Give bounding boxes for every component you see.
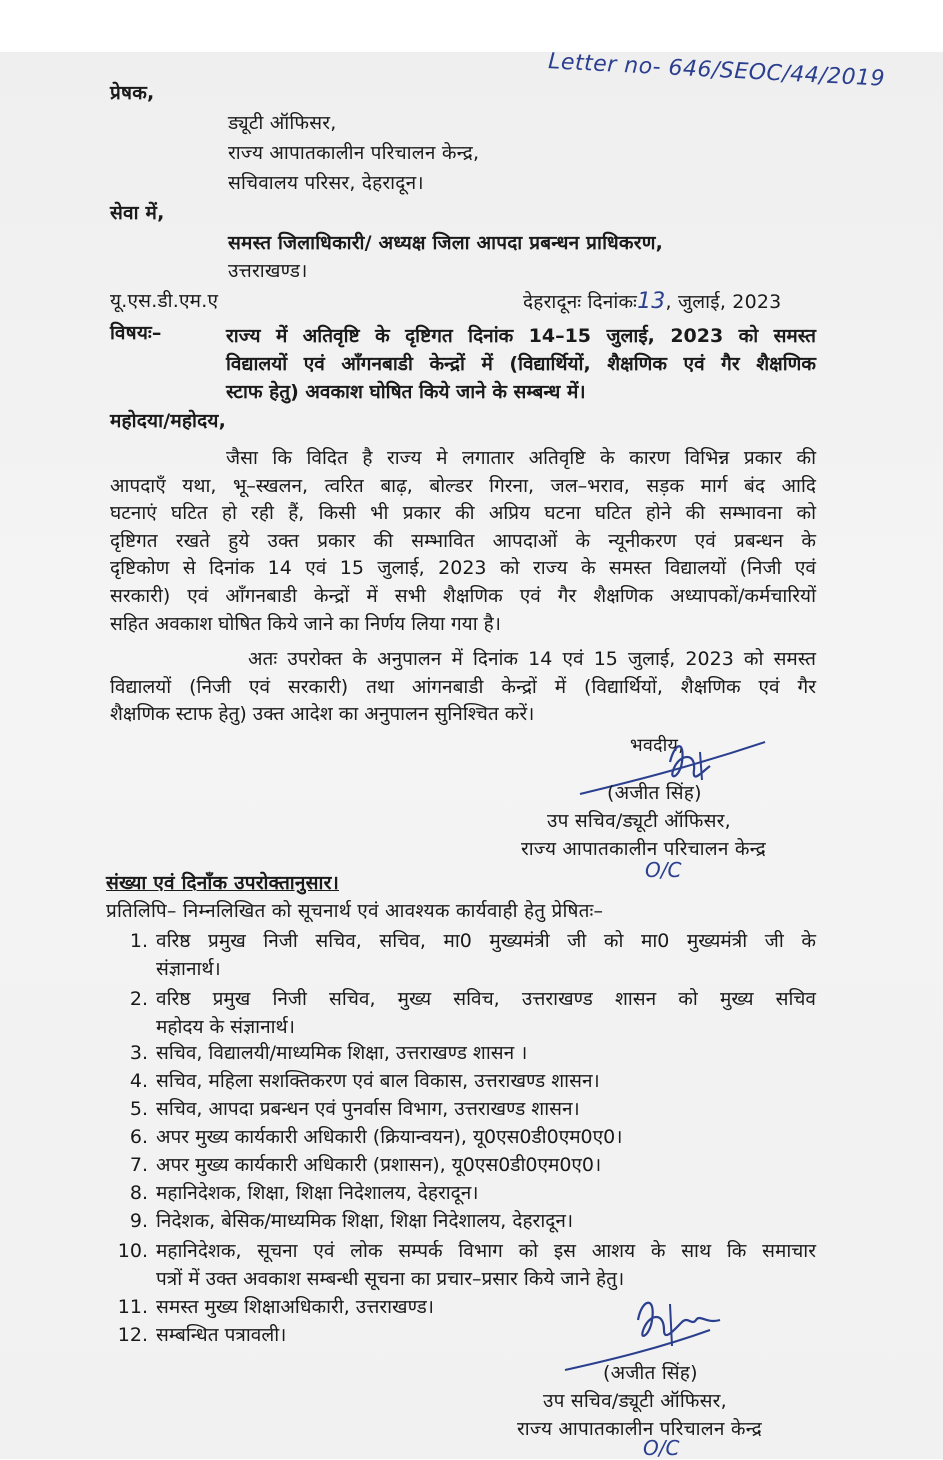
signatory-2-oc: O/C (643, 1436, 680, 1460)
signatory-1-designation: उप सचिव/ड्यूटी ऑफिसर, (547, 810, 731, 832)
list-number: 6. (129, 1126, 148, 1148)
list-line: निदेशक, बेसिक/माध्यमिक शिक्षा, शिक्षा निदेशालय, देहरादून। (156, 1210, 574, 1232)
list-number: 11. (117, 1296, 148, 1318)
subject-line: राज्य में अतिवृष्टि के दृष्टिगत दिनांक 14–15 जुलाई, 2023 को समस्त (226, 325, 816, 347)
signatory-2-office: राज्य आपातकालीन परिचालन केन्द्र (517, 1418, 762, 1440)
subject-line: विद्यालयों एवं आँगनबाडी केन्द्रों में (विद्यार्थियों, शैक्षणिक एवं गैर शैक्षणिक (226, 353, 816, 375)
sender-line-2: राज्य आपातकालीन परिचालन केन्द्र, (228, 142, 480, 164)
recipient-label: सेवा में, (110, 202, 165, 224)
signatory-1-office: राज्य आपातकालीन परिचालन केन्द्र (521, 838, 766, 860)
list-line: वरिष्ठ प्रमुख निजी सचिव, मुख्य सविच, उत्तराखण्ड शासन को मुख्य सचिव (156, 988, 816, 1010)
signatory-1-oc: O/C (645, 858, 682, 882)
date-prefix: देहरादूनः दिनांकः (523, 291, 638, 313)
list-number: 2. (129, 988, 148, 1010)
list-line: महोदय के संज्ञानार्थ। (156, 1015, 295, 1038)
paragraph-line: घटनाएं घटित हो रही हैं, किसी भी प्रकार की अप्रिय घटना घटित होने की सम्भावना को (110, 502, 816, 525)
reference-code: यू.एस.डी.एम.ए (110, 290, 219, 312)
list-line: सचिव, विद्यालयी/माध्यमिक शिक्षा, उत्तराखण्ड शासन । (156, 1042, 528, 1064)
date-day-handwritten: 13 (637, 289, 666, 314)
letter-date: देहरादूनः दिनांकः13, जुलाई, 2023 (523, 289, 782, 314)
list-line: महानिदेशक, सूचना एवं लोक सम्पर्क विभाग को इस आशय के साथ कि समाचार (156, 1240, 816, 1262)
paragraph-line: सहित अवकाश घोषित किये जाने का निर्णय लिया गया है। (110, 612, 501, 635)
list-line: अपर मुख्य कार्यकारी अधिकारी (क्रियान्वयन), यू0एस0डी0एम0ए0। (156, 1126, 623, 1148)
handwritten-letter-number: Letter no- 646/SEOC/44/2019 (547, 49, 886, 92)
subject-text (226, 322, 816, 406)
sender-label: प्रेषक, (110, 82, 155, 104)
body-paragraph-2 (110, 646, 816, 729)
signatory-2-name: (अजीत सिंह) (603, 1362, 698, 1384)
copy-intro (106, 898, 603, 925)
list-line: समस्त मुख्य शिक्षाअधिकारी, उत्तराखण्ड। (156, 1296, 434, 1318)
closing: भवदीय, (630, 735, 685, 756)
list-line: सम्बन्धित पत्रावली। (156, 1324, 287, 1346)
recipient-line-2: उत्तराखण्ड। (228, 260, 308, 282)
list-line: संज्ञानार्थ। (156, 957, 221, 980)
recipient-line-1: समस्त जिलाधिकारी/ अध्यक्ष जिला आपदा प्रबन्धन प्राधिकरण, (228, 232, 664, 254)
paragraph-line: अतः उपरोक्त के अनुपालन में दिनांक 14 एवं 15 जुलाई, 2023 को समस्त (248, 648, 816, 670)
list-line: वरिष्ठ प्रमुख निजी सचिव, सचिव, मा0 मुख्यमंत्री जी को मा0 मुख्यमंत्री जी के (156, 930, 816, 952)
list-number: 8. (129, 1182, 148, 1204)
copy-intro-text: प्रतिलिपि– निम्नलिखित को सूचनार्थ एवं आवश्यक कार्यवाही हेतु प्रेषितः– (106, 900, 604, 922)
list-number: 9. (129, 1210, 148, 1232)
list-number: 5. (129, 1098, 148, 1120)
list-number: 3. (129, 1042, 148, 1064)
paragraph-line: सरकारी) एवं आँगनबाडी केन्द्रों में सभी शैक्षणिक एवं गैर शैक्षणिक अध्यापकों/कर्मचारियों (110, 584, 816, 607)
letter-page (0, 49, 943, 1460)
list-number: 1. (129, 930, 148, 952)
signatory-2-designation: उप सचिव/ड्यूटी ऑफिसर, (543, 1390, 727, 1412)
paragraph-line: आपदाएँ यथा, भू–स्खलन, त्वरित बाढ़, बोल्डर गिरना, जल–भराव, सड़क मार्ग बंद आदि (110, 474, 816, 497)
list-number: 4. (129, 1070, 148, 1092)
list-line: अपर मुख्य कार्यकारी अधिकारी (प्रशासन), यू0एस0डी0एम0ए0। (156, 1154, 602, 1176)
date-suffix: जुलाई, 2023 (677, 291, 782, 313)
sender-line-3: सचिवालय परिसर, देहरादून। (228, 172, 424, 194)
body-paragraph-1 (110, 445, 816, 638)
sender-line-1: ड्यूटी ऑफिसर, (228, 112, 337, 134)
subject-line: स्टाफ हेतु) अवकाश घोषित किये जाने के सम्बन्ध में। (226, 381, 586, 403)
paragraph-line: दृष्टिकोण से दिनांक 14 एवं 15 जुलाई, 2023 को राज्य के समस्त विद्यालयों (निजी एवं (110, 557, 816, 580)
list-line: सचिव, आपदा प्रबन्धन एवं पुनर्वास विभाग, उत्तराखण्ड शासन। (156, 1098, 580, 1120)
list-number: 12. (117, 1324, 148, 1346)
list-number: 10. (117, 1240, 148, 1262)
salutation: महोदया/महोदय, (110, 410, 227, 432)
list-line: पत्रों में उक्त अवकाश सम्बन्धी सूचना का प्रचार–प्रसार किये जाने हेतु। (156, 1267, 625, 1290)
paragraph-line: शैक्षणिक स्टाफ हेतु) उक्त आदेश का अनुपालन सुनिश्चित करें। (110, 703, 535, 726)
list-line: महानिदेशक, शिक्षा, शिक्षा निदेशालय, देहरादून। (156, 1182, 479, 1204)
signatory-1-name: (अजीत सिंह) (607, 782, 702, 804)
list-line: सचिव, महिला सशक्तिकरण एवं बाल विकास, उत्तराखण्ड शासन। (156, 1070, 600, 1092)
paragraph-line: जैसा कि विदित है राज्य मे लगातार अतिवृष्टि के कारण विभिन्न प्रकार की (226, 447, 816, 469)
number-and-date-line: संख्या एवं दिनाँक उपरोक्तानुसार। (106, 872, 339, 894)
subject-label: विषयः– (110, 322, 162, 344)
list-number: 7. (129, 1154, 148, 1176)
paragraph-line: दृष्टिगत रखते हुये उक्त प्रकार की सम्भावित आपदाओं के न्यूनीकरण एवं प्रबन्धन के (110, 529, 816, 552)
paragraph-line: विद्यालयों (निजी एवं सरकारी) तथा आंगनबाडी केन्द्रों में (विद्यार्थियों, शैक्षणिक एवं गैर (110, 675, 816, 698)
